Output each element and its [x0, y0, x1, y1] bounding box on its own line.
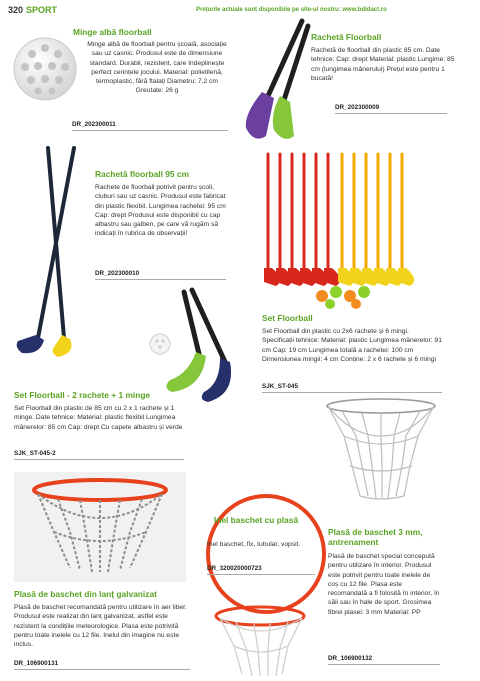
product-title: Plasă de baschet 3 mm, antrenament: [328, 527, 423, 547]
product-description: Set Floorball din plastic de 85 cm cu 2 x 1 rachete și 1 minge. Date tehnice: Material: plastic flexibil Lungimea mânerelor: 85 cm Cap: drept Cu capete albastru și verde: [14, 405, 183, 431]
product-title: Inel baschet cu plasă: [213, 515, 299, 525]
crossed-floorball-sticks-image: [14, 143, 94, 363]
product-title: Plasă de baschet din lanț galvanizat: [14, 589, 157, 599]
product-title: Rachetă floorball 95 cm: [95, 169, 190, 179]
product-title: Minge albă floorball: [73, 27, 152, 37]
product-code: SJK_ST-045-2: [14, 450, 184, 460]
training-basketball-net-image: [322, 396, 440, 506]
product-title: Set Floorball: [262, 313, 313, 323]
product-description: Inel baschet, fix, tubular, vopsit.: [207, 541, 301, 548]
product-title: Rachetă Floorball: [311, 32, 382, 42]
product-code: DR_202300009: [335, 104, 447, 114]
product-code: DR_320020000723: [207, 565, 315, 575]
chain-basketball-net-image: [14, 472, 186, 582]
page-number: 320: [8, 5, 24, 15]
product-code: DR_106900131: [14, 660, 190, 670]
product-description: Set Floorball din plastic cu 2x6 rachete și 6 mingi. Specificații tehnice: Material: plastic Lungimea mânerelor: 91 cm Cap: 19 cm Lungimea totală a rachetei: 100 cm Dimensiunea mingii: 4 cm Conține: 2 x 6 rachete și 6 mingi: [262, 328, 442, 363]
floorball-sticks-image: [240, 18, 310, 143]
section-title: SPORT: [26, 5, 58, 15]
product-description: Plasă de baschet recomandată pentru utilizare în aer liber. Produsul este realizat din lanț galvanizat, astfel este rezistent la condițiile meteorologice. Plasa este potrivită pentru toate inelele cu 12 file. Inelul din imagine nu este inclus.: [14, 604, 187, 648]
product-code: DR_202300011: [72, 121, 228, 131]
product-description: Rachete de floorball potrivit pentru școli, cluburi sau uz casnic. Produsul este fabricat din plastic flexibil. Lungimea rachetei: 95 cm Cap: drept Produsul este disponibil cu cap albastru sau galben, pe care vă rugăm să indicați în rubrica de observații!: [95, 184, 226, 238]
product-description: Plasă de baschet special concepută pentru utilizare în interior. Produsul este potrivit pentru toate inelele de coș cu 12 file. Plasa este recomandată a fi folosită în interior, în săli sau în hale de sport. Grosimea fibrei plasei: 3 mm Material: PP: [328, 553, 440, 616]
floorball-ball-image: [12, 36, 78, 102]
product-title: Set Floorball - 2 rachete + 1 minge: [14, 390, 151, 400]
price-note: Prețurile actuale sunt disponibile pe site-ul nostru: www.bdidact.ro: [196, 7, 387, 13]
product-description: Minge albă de floorball pentru școală, asociație sau uz casnic. Produsul este de dimensiune standard. Durabil, rezistent, care îndeplinește perfect cerințele jocului. Material: polietilenă, termoplastic, fără ftalați Diametru: 7,2 cm Greutate: 26 g: [87, 41, 227, 95]
product-code: DR_202300010: [95, 270, 226, 280]
product-code: DR_106900132: [328, 655, 440, 665]
floorball-set-image: [260, 150, 420, 310]
product-description: Rachetă de floorball din plastic 85 cm. Date tehnice: Cap: drept Material: plastic Lungime: 85 cm (lungimea mânerului) Prețul este pentru 1 bucată!: [311, 47, 455, 82]
floorball-two-sticks-ball-image: [140, 288, 248, 406]
page-header: [8, 5, 57, 15]
product-code: SJK_ST-045: [262, 383, 442, 393]
